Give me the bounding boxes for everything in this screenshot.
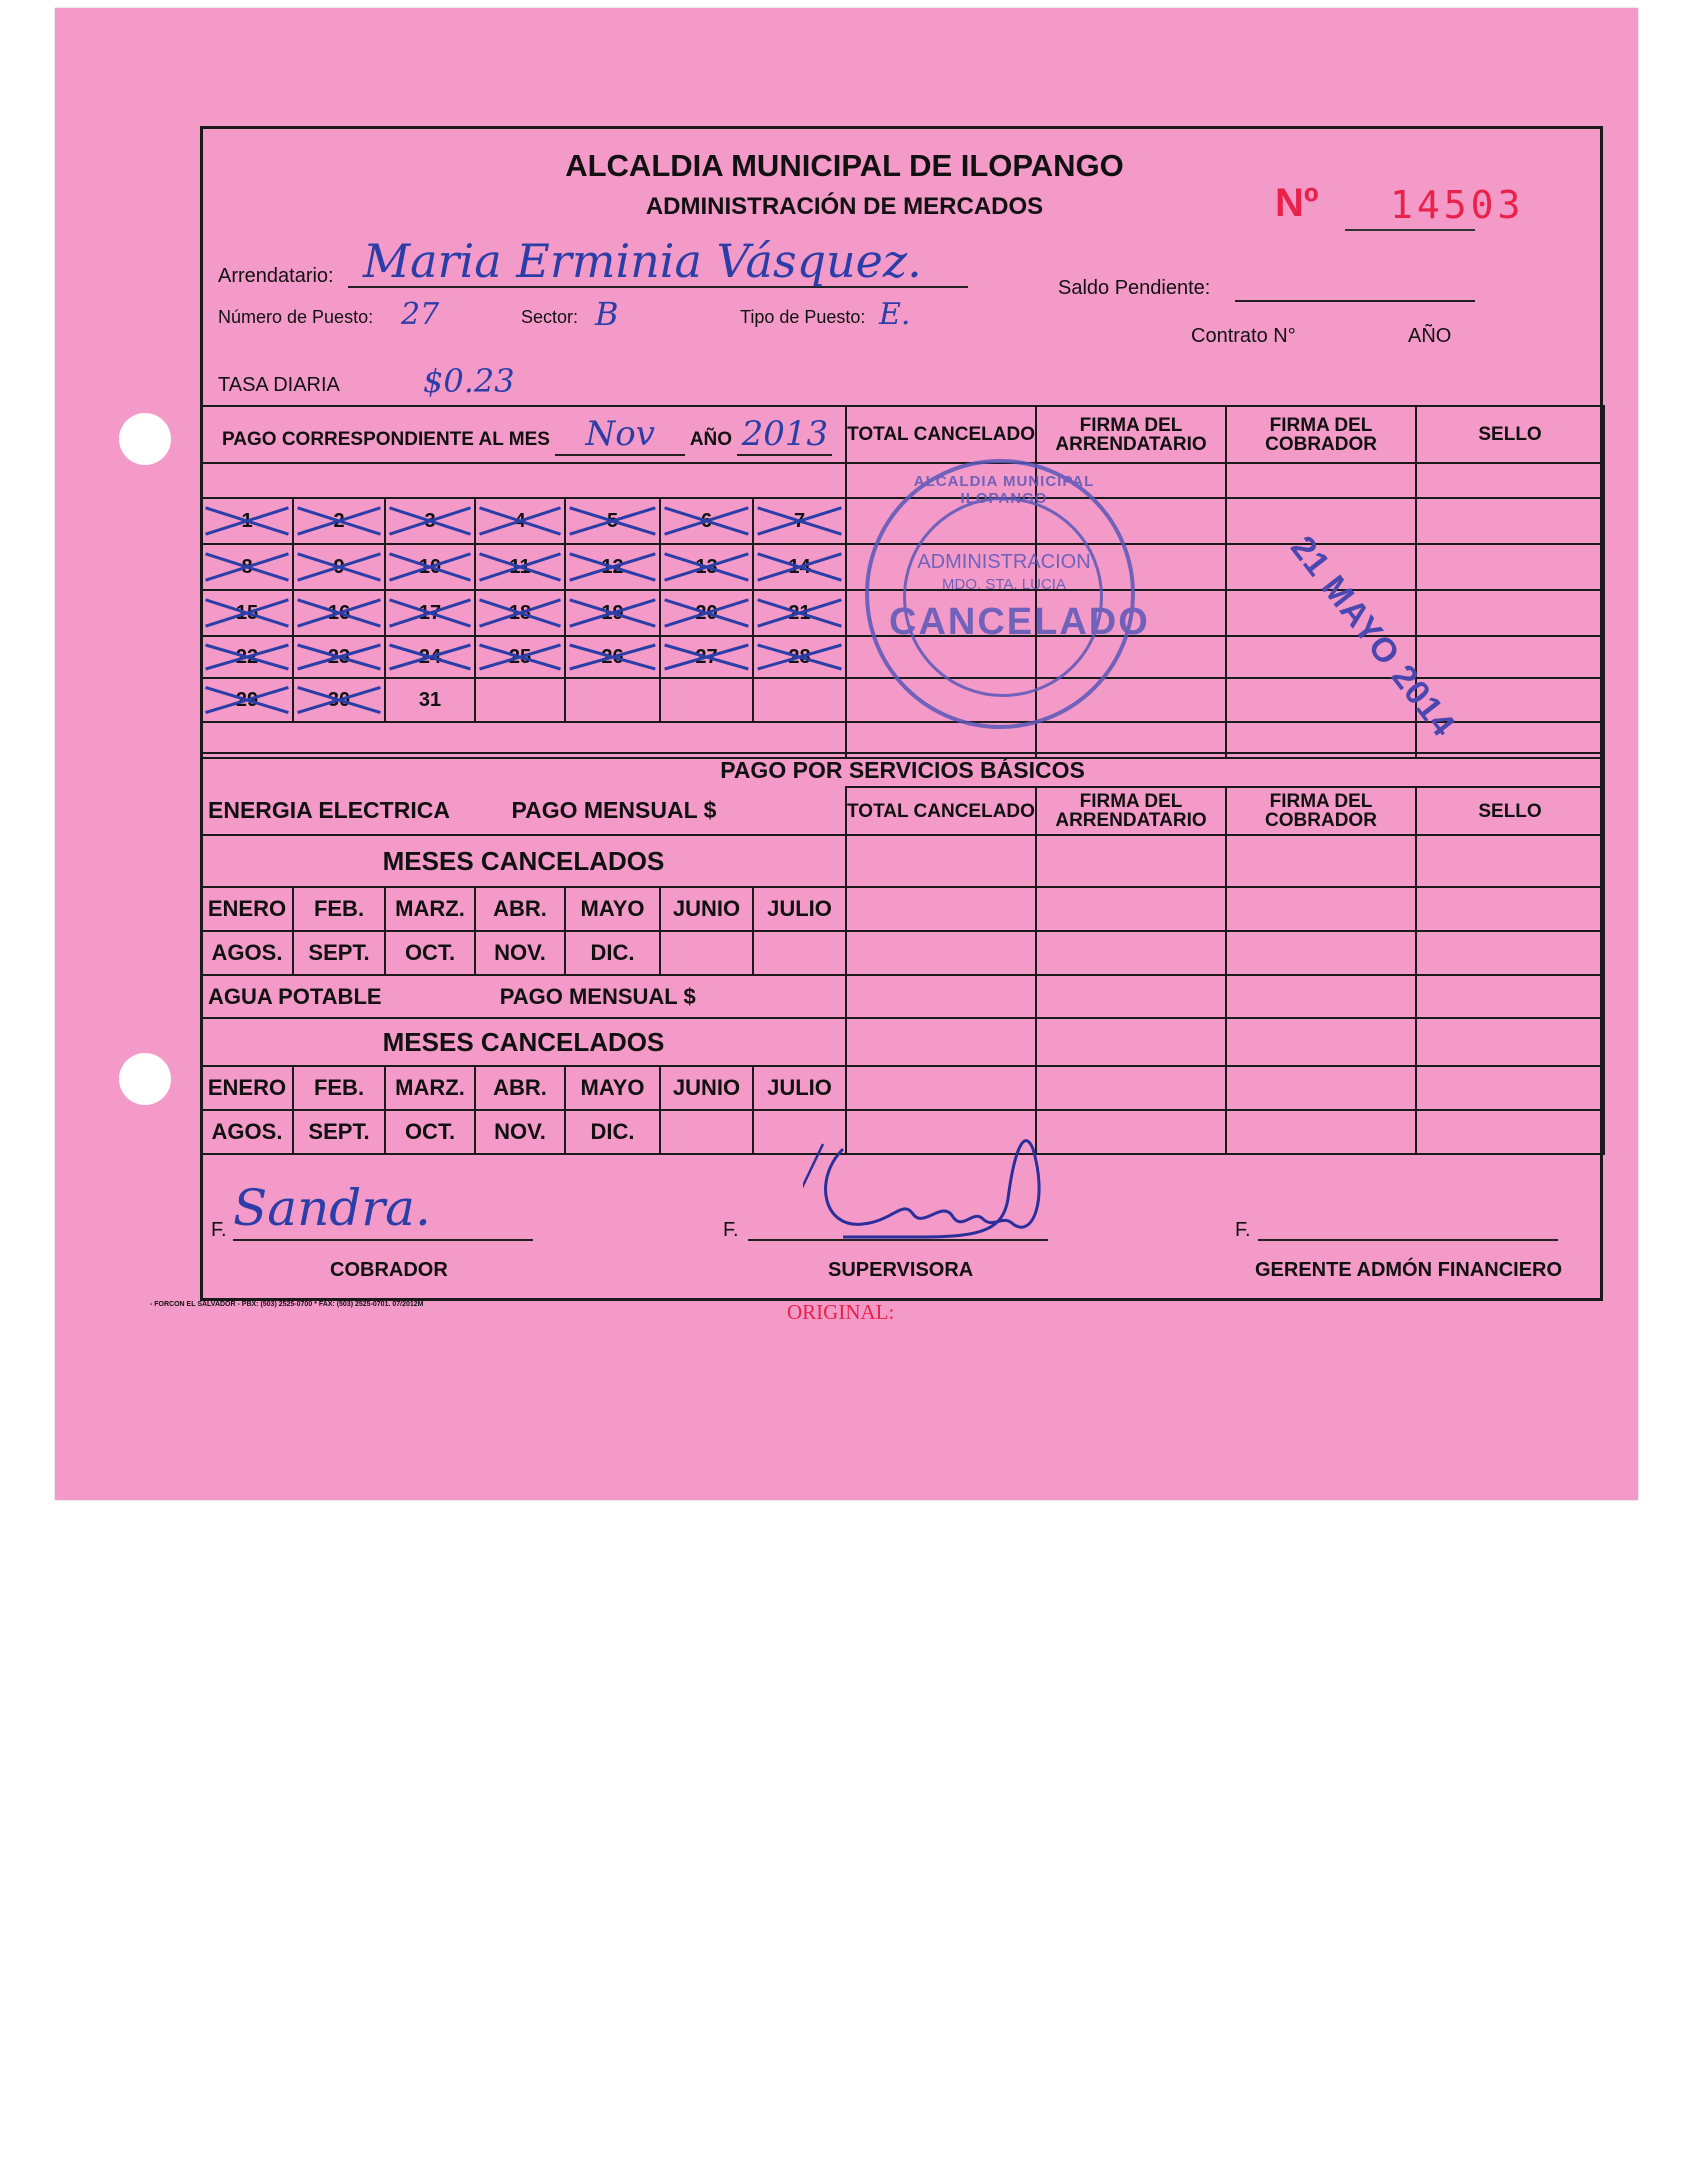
day-number: 17 bbox=[418, 601, 442, 624]
day-number: 25 bbox=[508, 645, 532, 668]
energia-row bbox=[201, 787, 846, 835]
day-number: 6 bbox=[700, 509, 713, 532]
supervisora-label: SUPERVISORA bbox=[828, 1259, 974, 1281]
day-cell bbox=[565, 498, 660, 544]
cancelado-stamp bbox=[865, 459, 1150, 729]
day-cell bbox=[475, 590, 565, 636]
col-sello: SELLO bbox=[1416, 406, 1604, 463]
cobrador-signature: Sandra. bbox=[233, 1179, 431, 1237]
day-number: 3 bbox=[424, 509, 436, 532]
gerente-label: GERENTE ADMÓN FINANCIERO bbox=[1255, 1259, 1563, 1281]
number-label: Nº bbox=[1275, 181, 1319, 225]
punch-hole-bottom bbox=[119, 1053, 171, 1105]
signature-cell bbox=[1226, 1110, 1416, 1154]
day-cell bbox=[201, 678, 293, 722]
services-table bbox=[200, 752, 1605, 1155]
cobrador-f: F. bbox=[211, 1219, 227, 1241]
empty-day-cell bbox=[660, 678, 753, 722]
day-cell bbox=[660, 636, 753, 678]
empty-day-cell bbox=[475, 678, 565, 722]
services-col-total: TOTAL CANCELADO bbox=[846, 787, 1036, 835]
agua-month-cell: JUNIO bbox=[660, 1066, 753, 1110]
agua-month-cell: ABR. bbox=[475, 1066, 565, 1110]
supervisora-f: F. bbox=[723, 1219, 739, 1241]
day-cell bbox=[753, 498, 846, 544]
energia-pago-label: PAGO MENSUAL $ bbox=[511, 797, 717, 823]
day-cell bbox=[753, 636, 846, 678]
day-number: 7 bbox=[793, 509, 806, 532]
contrato-label: Contrato N° bbox=[1191, 325, 1296, 347]
day-number: 29 bbox=[235, 688, 259, 711]
day-cell bbox=[385, 544, 475, 590]
day-number: 19 bbox=[601, 601, 624, 624]
energia-label: ENERGIA ELECTRICA bbox=[208, 797, 450, 823]
day-cell bbox=[293, 498, 385, 544]
energia-empty-cell bbox=[753, 931, 846, 975]
energia-month-cell: NOV. bbox=[475, 931, 565, 975]
agua-label: AGUA POTABLE bbox=[208, 983, 382, 1009]
day-number: 1 bbox=[241, 509, 253, 532]
agua-month-cell: MAYO bbox=[565, 1066, 660, 1110]
tasa-label: TASA DIARIA bbox=[218, 374, 340, 396]
signature-cell bbox=[846, 887, 1036, 931]
agua-month-cell: NOV. bbox=[475, 1110, 565, 1154]
services-col-firma-cobrador: FIRMA DEL COBRADOR bbox=[1226, 787, 1416, 835]
signature-cell bbox=[1416, 1110, 1604, 1154]
day-number: 20 bbox=[695, 601, 718, 624]
mes-value: Nov bbox=[555, 414, 685, 456]
agua-row bbox=[201, 975, 846, 1018]
stamp-line1: ADMINISTRACION bbox=[917, 551, 1091, 573]
day-cell bbox=[565, 544, 660, 590]
mes-label: PAGO CORRESPONDIENTE AL MES bbox=[222, 428, 550, 450]
col-firma-cobrador: FIRMA DEL COBRADOR bbox=[1226, 406, 1416, 463]
agua-empty-cell bbox=[660, 1110, 753, 1154]
signature-cell bbox=[1416, 544, 1604, 590]
day-cell bbox=[385, 590, 475, 636]
tipo-label: Tipo de Puesto: bbox=[740, 307, 866, 327]
sector-value: B bbox=[595, 295, 619, 333]
signature-cell bbox=[846, 1066, 1036, 1110]
day-cell bbox=[660, 590, 753, 636]
services-title: PAGO POR SERVICIOS BÁSICOS bbox=[201, 753, 1604, 787]
signature-cell bbox=[1036, 887, 1226, 931]
day-number: 22 bbox=[235, 645, 259, 668]
day-number: 31 bbox=[418, 688, 442, 711]
energia-month-cell: MARZ. bbox=[385, 887, 475, 931]
energia-month-cell: SEPT. bbox=[293, 931, 385, 975]
energia-month-cell: MAYO bbox=[565, 887, 660, 931]
day-cell bbox=[201, 544, 293, 590]
day-number: 10 bbox=[418, 555, 442, 578]
anio-contrato-label: AÑO bbox=[1408, 325, 1452, 347]
energia-month-cell: JUNIO bbox=[660, 887, 753, 931]
stamp-inner-ring bbox=[903, 497, 1103, 697]
agua-pago-label: PAGO MENSUAL $ bbox=[499, 983, 696, 1009]
day-cell bbox=[660, 544, 753, 590]
tasa-value: $0.23 bbox=[423, 362, 515, 400]
energia-month-cell: FEB. bbox=[293, 887, 385, 931]
saldo-line bbox=[1235, 300, 1475, 302]
signature-cell bbox=[1416, 887, 1604, 931]
empty-day-cell bbox=[753, 678, 846, 722]
signature-cell bbox=[1036, 931, 1226, 975]
col-total-cancelado: TOTAL CANCELADO bbox=[846, 406, 1036, 463]
day-cell bbox=[565, 590, 660, 636]
day-cell bbox=[475, 636, 565, 678]
signature-cell bbox=[846, 931, 1036, 975]
signature-cell bbox=[1226, 931, 1416, 975]
signature-cell bbox=[1226, 887, 1416, 931]
anio-label: AÑO bbox=[689, 428, 733, 450]
day-cell bbox=[565, 636, 660, 678]
day-number: 24 bbox=[418, 645, 442, 668]
day-cell bbox=[293, 636, 385, 678]
sector-label: Sector: bbox=[521, 307, 579, 327]
day-cell bbox=[293, 590, 385, 636]
signature-cell bbox=[1036, 1066, 1226, 1110]
day-number: 28 bbox=[788, 645, 811, 668]
puesto-label: Número de Puesto: bbox=[218, 307, 374, 327]
day-number: 26 bbox=[601, 645, 624, 668]
supervisora-signature bbox=[803, 1119, 1063, 1269]
gerente-sig-line bbox=[1258, 1239, 1558, 1241]
form-subtitle: ADMINISTRACIÓN DE MERCADOS bbox=[645, 193, 1044, 220]
day-number: 21 bbox=[788, 601, 811, 624]
energia-month-cell: JULIO bbox=[753, 887, 846, 931]
energia-month-cell: ABR. bbox=[475, 887, 565, 931]
gerente-f: F. bbox=[1235, 1219, 1251, 1241]
agua-meses-title: MESES CANCELADOS bbox=[201, 1018, 846, 1066]
day-cell bbox=[660, 498, 753, 544]
day-number: 15 bbox=[235, 601, 259, 624]
puesto-value: 27 bbox=[401, 297, 440, 332]
agua-month-cell: DIC. bbox=[565, 1110, 660, 1154]
signature-cell bbox=[1226, 498, 1416, 544]
col-firma-arrendatario: FIRMA DEL ARRENDATARIO bbox=[1036, 406, 1226, 463]
stamp-ring-text: ALCALDIA MUNICIPAL ILOPANGO bbox=[913, 473, 1095, 507]
day-number: 18 bbox=[508, 601, 532, 624]
signature-cell bbox=[1416, 498, 1604, 544]
day-cell bbox=[753, 590, 846, 636]
day-number: 11 bbox=[509, 555, 531, 578]
day-number: 23 bbox=[327, 645, 351, 668]
agua-month-cell: OCT. bbox=[385, 1110, 475, 1154]
day-number: 12 bbox=[601, 555, 624, 578]
day-number: 8 bbox=[241, 555, 253, 578]
day-cell bbox=[475, 544, 565, 590]
services-col-sello: SELLO bbox=[1416, 787, 1604, 835]
form-title: ALCALDIA MUNICIPAL DE ILOPANGO bbox=[565, 148, 1124, 183]
day-number: 14 bbox=[788, 555, 811, 578]
spacer-row bbox=[201, 463, 846, 498]
day-number: 4 bbox=[514, 509, 526, 532]
day-cell bbox=[753, 544, 846, 590]
energia-empty-cell bbox=[660, 931, 753, 975]
day-number: 2 bbox=[333, 509, 345, 532]
date-stamp: 21 MAYO 2014 bbox=[1283, 529, 1463, 745]
stamp-line2: MDO. STA. LUCIA bbox=[942, 576, 1066, 593]
signature-cell bbox=[1416, 590, 1604, 636]
cobrador-sig-line bbox=[233, 1239, 533, 1241]
arrendatario-label: Arrendatario: bbox=[218, 265, 334, 287]
day-cell bbox=[201, 590, 293, 636]
tipo-value: E. bbox=[879, 297, 911, 332]
cobrador-label: COBRADOR bbox=[330, 1259, 448, 1281]
agua-month-cell: ENERO bbox=[201, 1066, 293, 1110]
day-number: 5 bbox=[606, 509, 619, 532]
energia-month-cell: AGOS. bbox=[201, 931, 293, 975]
anio-value: 2013 bbox=[737, 414, 832, 456]
services-col-firma-arrendatario: FIRMA DEL ARRENDATARIO bbox=[1036, 787, 1226, 835]
day-number: 9 bbox=[333, 555, 345, 578]
energia-month-cell: OCT. bbox=[385, 931, 475, 975]
agua-month-cell: MARZ. bbox=[385, 1066, 475, 1110]
copy-label: ORIGINAL: bbox=[787, 1300, 895, 1324]
day-cell bbox=[293, 544, 385, 590]
print-info: - FORCON EL SALVADOR - PBX: (503) 2525-0700 * FAX: (503) 2525-0701. 07/2012M bbox=[150, 1301, 424, 1308]
receipt-number: 14503 bbox=[1390, 183, 1525, 227]
agua-month-cell: JULIO bbox=[753, 1066, 846, 1110]
day-cell bbox=[201, 498, 293, 544]
mes-row bbox=[201, 406, 846, 463]
signature-cell bbox=[1036, 1110, 1226, 1154]
arrendatario-value: Maria Erminia Vásquez. bbox=[363, 234, 922, 288]
energia-meses-title: MESES CANCELADOS bbox=[201, 835, 846, 887]
day-cell bbox=[475, 498, 565, 544]
signature-cell bbox=[1226, 1066, 1416, 1110]
agua-month-cell: FEB. bbox=[293, 1066, 385, 1110]
agua-month-cell: SEPT. bbox=[293, 1110, 385, 1154]
empty-day-cell bbox=[565, 678, 660, 722]
punch-hole-top bbox=[119, 413, 171, 465]
day-number: 16 bbox=[327, 601, 351, 624]
energia-month-cell: ENERO bbox=[201, 887, 293, 931]
stamp-line3: CANCELADO bbox=[889, 601, 1150, 643]
signature-cell bbox=[1416, 1066, 1604, 1110]
day-number: 13 bbox=[695, 555, 718, 578]
day-cell bbox=[385, 498, 475, 544]
saldo-label: Saldo Pendiente: bbox=[1058, 277, 1211, 299]
day-cell bbox=[201, 636, 293, 678]
form-frame bbox=[200, 126, 1603, 1301]
day-cell bbox=[385, 636, 475, 678]
signature-cell bbox=[1416, 636, 1604, 678]
day-number: 27 bbox=[695, 645, 718, 668]
number-underline bbox=[1345, 229, 1475, 231]
day-cell bbox=[293, 678, 385, 722]
day-cell bbox=[385, 678, 475, 722]
receipt-sheet bbox=[55, 8, 1638, 1500]
agua-month-cell: AGOS. bbox=[201, 1110, 293, 1154]
energia-month-cell: DIC. bbox=[565, 931, 660, 975]
signature-cell bbox=[1416, 931, 1604, 975]
day-number: 30 bbox=[327, 688, 351, 711]
